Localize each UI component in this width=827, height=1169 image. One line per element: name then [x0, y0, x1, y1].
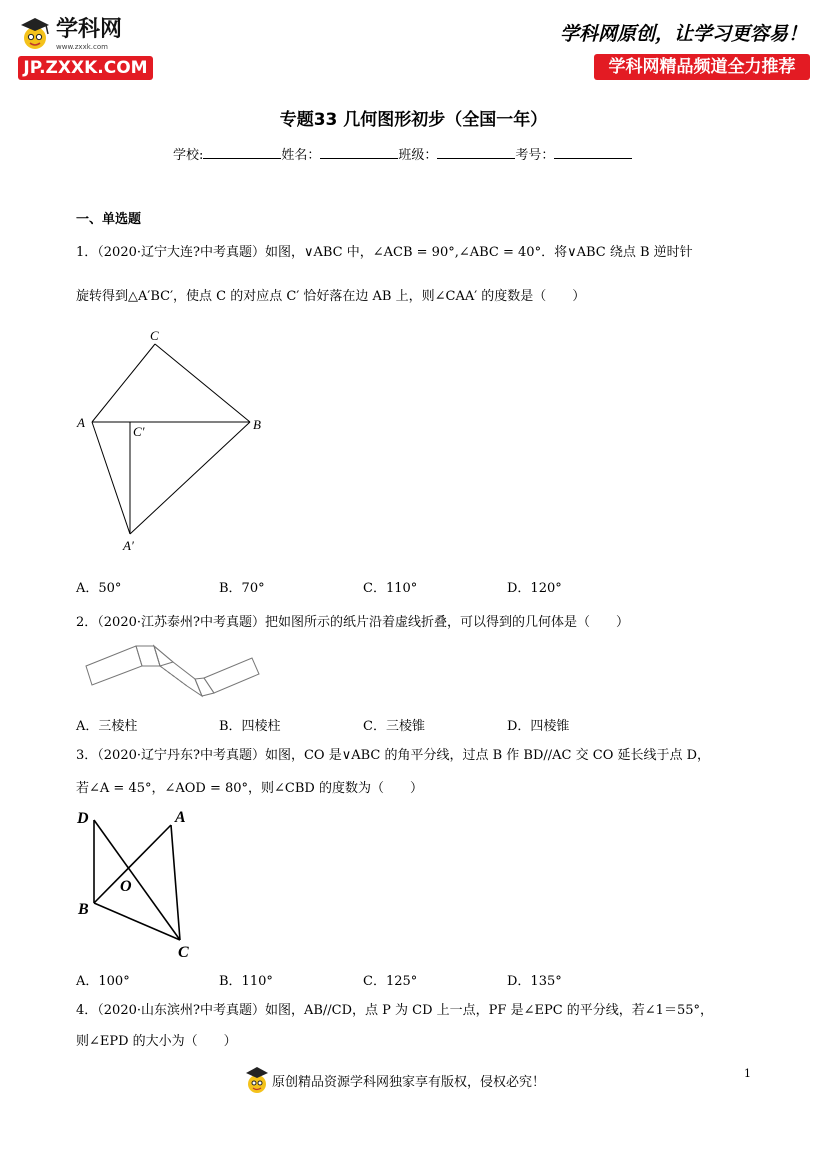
section-heading: 一、单选题: [76, 212, 142, 227]
q3-label-c: C: [178, 944, 189, 961]
q2-line1: 2．（2020·江苏泰州?中考真题）把如图所示的纸片沿着虚线折叠，可以得到的几何体是（ ）: [76, 615, 629, 630]
q3-label-b: B: [78, 901, 89, 918]
name-blank[interactable]: [320, 146, 398, 159]
q2-option-a[interactable]: A．三棱柱: [76, 719, 138, 734]
q1-option-c[interactable]: C．110°: [363, 581, 418, 596]
q3-option-a[interactable]: A．100°: [76, 974, 130, 989]
q3-option-b[interactable]: B．110°: [219, 974, 273, 989]
site-url-badge[interactable]: JP.ZXXK.COM: [18, 56, 153, 80]
q1-label-c: C: [150, 328, 159, 343]
school-blank[interactable]: [203, 146, 281, 159]
logo-title: 学科网: [56, 17, 123, 42]
q3-line2: 若∠A = 45°，∠AOD = 80°，则∠CBD 的度数为（ ）: [76, 781, 423, 796]
q4-line1: 4．（2020·山东滨州?中考真题）如图，AB//CD，点 P 为 CD 上一点，PF 是∠EPC 的平分线，若∠1＝55°，: [76, 1003, 713, 1018]
name-label: 姓名：: [281, 148, 321, 163]
q2-option-c[interactable]: C．三棱锥: [363, 719, 425, 734]
q2-option-d[interactable]: D．四棱锥: [507, 719, 570, 734]
q2-net-figure: [84, 642, 264, 702]
q3-option-c[interactable]: C．125°: [363, 974, 418, 989]
logo-block[interactable]: [18, 14, 158, 84]
q3-label-d: D: [77, 810, 89, 827]
q3-line1: 3．（2020·辽宁丹东?中考真题）如图，CO 是∨ABC 的角平分线，过点 B 作 BD//AC 交 CO 延长线于点 D，: [76, 748, 711, 763]
id-blank[interactable]: [554, 146, 632, 159]
q1-line1: 1．（2020·辽宁大连?中考真题）如图，∨ABC 中，∠ACB = 90°,∠ABC = 40°．将∨ABC 绕点 B 逆时针: [76, 245, 693, 260]
q3-label-a: A: [175, 809, 186, 826]
q3-label-o: O: [120, 878, 132, 895]
q1-label-b: B: [253, 417, 261, 432]
q4-line2: 则∠EPD 的大小为（ ）: [76, 1034, 237, 1049]
q2-option-b[interactable]: B．四棱柱: [219, 719, 281, 734]
id-label: 考号：: [515, 148, 555, 163]
q1-option-a[interactable]: A．50°: [76, 581, 122, 596]
q1-label-a: A: [77, 415, 85, 430]
q1-label-a-prime: A′: [123, 538, 134, 553]
footer: [244, 1066, 604, 1098]
footer-mascot-icon: [244, 1066, 272, 1096]
class-blank[interactable]: [437, 146, 515, 159]
logo-mascot-icon: [18, 16, 54, 52]
q1-option-b[interactable]: B．70°: [219, 581, 265, 596]
class-label: 班级：: [398, 148, 438, 163]
page-number: 1: [744, 1067, 751, 1080]
q3-option-d[interactable]: D．135°: [507, 974, 562, 989]
q1-line2: 旋转得到△A′BC′，使点 C 的对应点 C′ 恰好落在边 AB 上，则∠CAA′ 的度数是（ ）: [76, 289, 586, 304]
q3-figure: [74, 805, 204, 961]
copyright-notice: 原创精品资源学科网独家享有版权，侵权必究！: [272, 1075, 546, 1090]
channel-badge[interactable]: 学科网精品频道全力推荐: [594, 54, 810, 80]
q1-option-d[interactable]: D．120°: [507, 581, 562, 596]
school-label: 学校:: [173, 148, 204, 163]
page-title: 专题33 几何图形初步（全国一年）: [279, 110, 548, 130]
slogan: 学科网原创，让学习更容易！: [560, 23, 808, 45]
q1-figure: [74, 326, 274, 558]
q1-label-c-prime: C′: [133, 424, 145, 439]
logo-subtitle: www.zxxk.com: [56, 43, 108, 51]
student-info-line: [173, 146, 632, 164]
